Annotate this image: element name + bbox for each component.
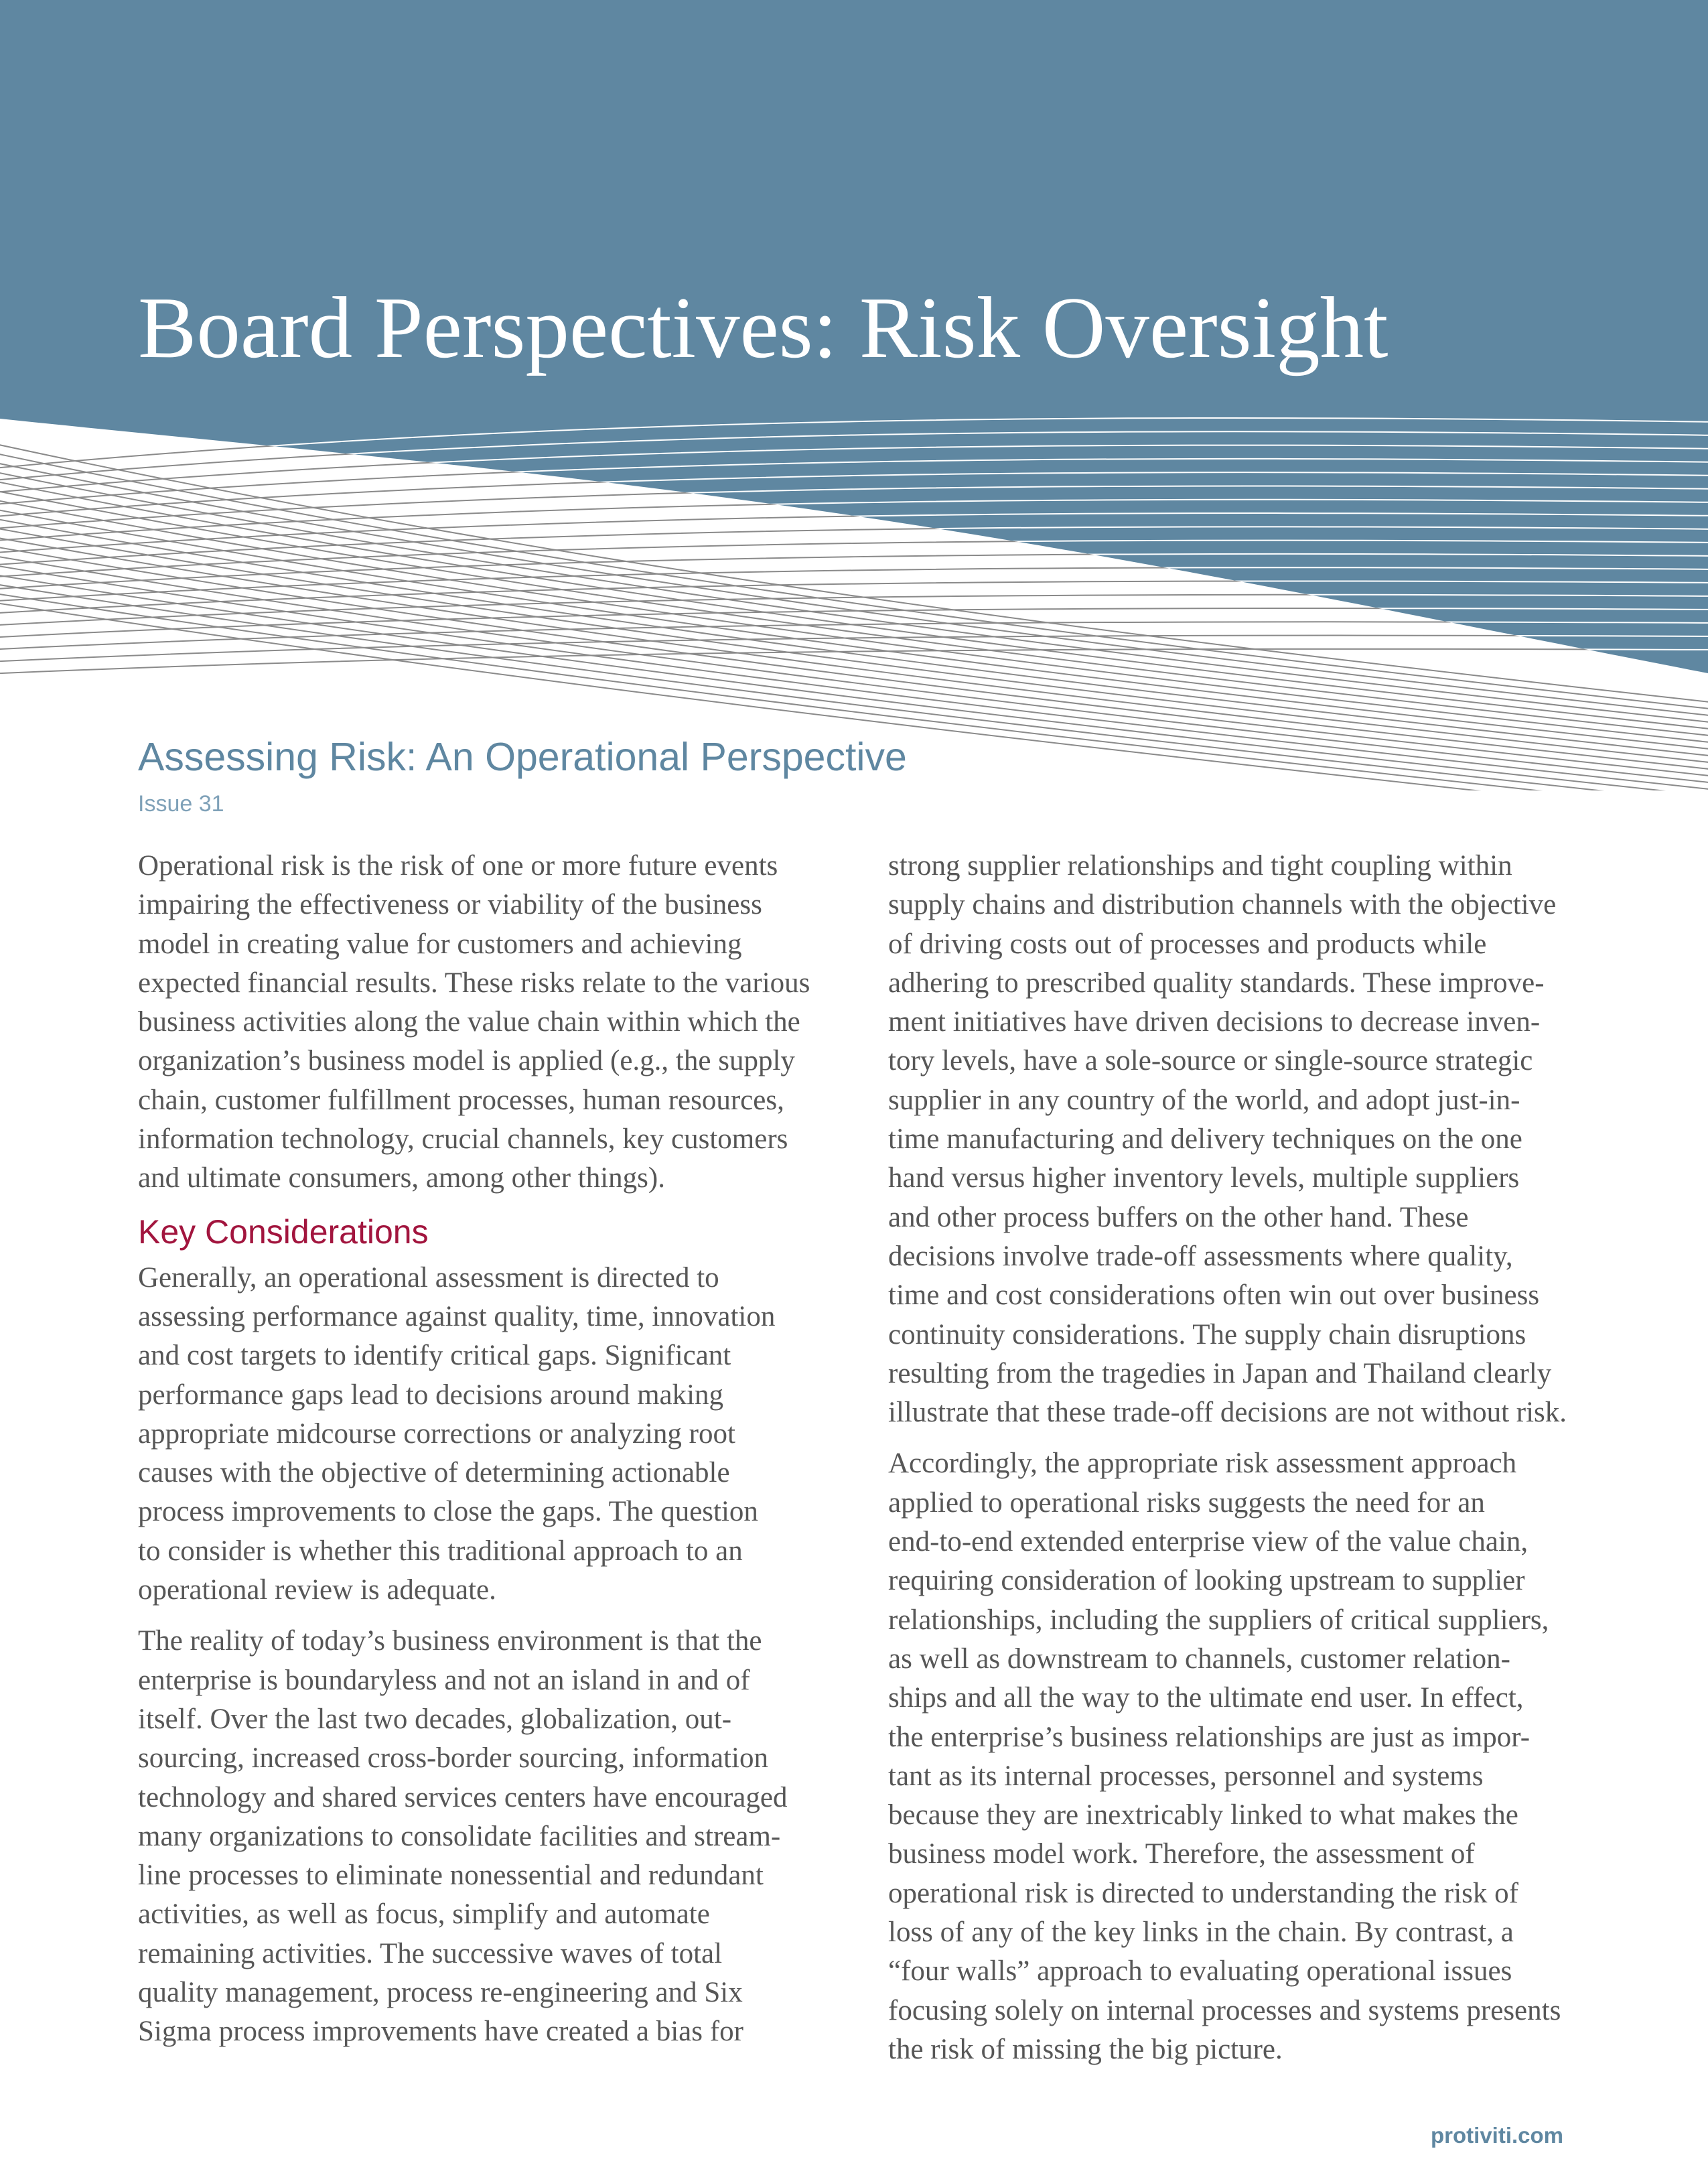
- text-line: strong supplier relationships and tight coupling within: [888, 850, 1512, 882]
- text-line: organization’s business model is applied (e.g., the supply: [138, 1045, 795, 1077]
- text-line: supply chains and distribution channels with the objective: [888, 889, 1557, 921]
- text-line: Generally, an operational assessment is directed to: [138, 1261, 719, 1294]
- text-line: The reality of today’s business environment is that the: [138, 1625, 762, 1657]
- text-line: activities, as well as focus, simplify and automate: [138, 1898, 710, 1931]
- text-line: remaining activities. The successive waves of total: [138, 1937, 723, 1969]
- text-line: adhering to prescribed quality standards. These improve-: [888, 967, 1545, 999]
- text-line: illustrate that these trade-off decisions are not without risk.: [888, 1397, 1567, 1429]
- text-line: and other process buffers on the other hand. These: [888, 1201, 1469, 1233]
- text-line: Accordingly, the appropriate risk assessment approach: [888, 1448, 1517, 1480]
- text-line: to consider is whether this traditional approach to an: [138, 1535, 743, 1567]
- text-line: process improvements to close the gaps. The question: [138, 1496, 758, 1528]
- left-column: [138, 847, 835, 2052]
- text-line: operational review is adequate.: [138, 1574, 496, 1606]
- text-line: hand versus higher inventory levels, multiple suppliers: [888, 1162, 1520, 1194]
- text-line: end-to-end extended enterprise view of the value chain,: [888, 1526, 1528, 1558]
- text-line: quality management, process re-engineering and Six: [138, 1977, 743, 2009]
- text-line: focusing solely on internal processes and systems presents: [888, 1994, 1561, 2026]
- header-banner: [0, 0, 1708, 790]
- text-line: time manufacturing and delivery techniques on the one: [888, 1123, 1522, 1156]
- text-line: appropriate midcourse corrections or analyzing root: [138, 1417, 735, 1450]
- text-line: supplier in any country of the world, and adopt just-in-: [888, 1084, 1520, 1116]
- publication-title: Board Perspectives: Risk Oversight: [138, 279, 1389, 376]
- text-line: Sigma process improvements have created a bias for: [138, 2016, 743, 2048]
- text-line: tory levels, have a sole-source or single-source strategic: [888, 1045, 1533, 1077]
- text-line: itself. Over the last two decades, globalization, out-: [138, 1703, 732, 1735]
- text-line: the enterprise’s business relationships are just as impor-: [888, 1721, 1531, 1753]
- text-line: many organizations to consolidate facilities and stream-: [138, 1820, 781, 1852]
- text-line: the risk of missing the big picture.: [888, 2033, 1283, 2065]
- text-line: ships and all the way to the ultimate end user. In effect,: [888, 1682, 1524, 1714]
- text-line: because they are inextricably linked to what makes the: [888, 1799, 1518, 1831]
- text-line: expected financial results. These risks relate to the various: [138, 967, 810, 999]
- text-line: information technology, crucial channels, key customers: [138, 1123, 788, 1156]
- text-line: line processes to eliminate nonessential and redundant: [138, 1860, 764, 1892]
- text-line: and cost targets to identify critical gaps. Significant: [138, 1340, 731, 1372]
- text-line: business activities along the value chain within which the: [138, 1006, 800, 1038]
- website-link[interactable]: protiviti.com: [1431, 2123, 1564, 2148]
- text-line: chain, customer fulfillment processes, human resources,: [138, 1084, 784, 1116]
- text-line: and ultimate consumers, among other things).: [138, 1162, 665, 1194]
- text-line: model in creating value for customers and achieving: [138, 928, 742, 960]
- text-line: sourcing, increased cross-border sourcing, information: [138, 1742, 768, 1774]
- text-line: operational risk is directed to understanding the risk of: [888, 1877, 1518, 1909]
- section-heading: Key Considerations: [138, 1212, 429, 1251]
- text-line: time and cost considerations often win out over business: [888, 1279, 1540, 1312]
- text-line: relationships, including the suppliers of critical suppliers,: [888, 1604, 1549, 1636]
- text-line: ment initiatives have driven decisions to decrease inven-: [888, 1006, 1541, 1038]
- text-line: performance gaps lead to decisions around making: [138, 1379, 724, 1411]
- text-line: continuity considerations. The supply chain disruptions: [888, 1318, 1526, 1350]
- text-line: assessing performance against quality, time, innovation: [138, 1300, 776, 1332]
- text-line: tant as its internal processes, personnel and systems: [888, 1760, 1484, 1792]
- right-column: [888, 847, 1585, 2069]
- text-line: loss of any of the key links in the chain. By contrast, a: [888, 1917, 1514, 1949]
- text-line: applied to operational risks suggests the need for an: [888, 1486, 1485, 1519]
- text-line: technology and shared services centers have encouraged: [138, 1781, 788, 1813]
- text-line: business model work. Therefore, the assessment of: [888, 1838, 1475, 1870]
- business-environment-paragraph: [138, 1622, 835, 2051]
- text-line: Operational risk is the risk of one or more future events: [138, 850, 778, 882]
- text-line: causes with the objective of determining actionable: [138, 1457, 730, 1489]
- key-considerations-paragraph: [138, 1259, 835, 1610]
- risk-assessment-paragraph: [888, 1444, 1585, 2069]
- supply-chain-paragraph: [888, 847, 1585, 1432]
- issue-number: Issue 31: [138, 791, 224, 817]
- text-line: “four walls” approach to evaluating operational issues: [888, 1955, 1512, 1988]
- text-line: impairing the effectiveness or viability of the business: [138, 889, 762, 921]
- text-line: as well as downstream to channels, customer relation-: [888, 1643, 1510, 1675]
- article-title: Assessing Risk: An Operational Perspective: [138, 735, 907, 779]
- text-line: decisions involve trade-off assessments where quality,: [888, 1240, 1513, 1272]
- text-line: enterprise is boundaryless and not an island in and of: [138, 1664, 750, 1696]
- text-line: of driving costs out of processes and products while: [888, 928, 1487, 960]
- intro-paragraph: [138, 847, 835, 1198]
- text-line: resulting from the tragedies in Japan and Thailand clearly: [888, 1357, 1552, 1389]
- text-line: requiring consideration of looking upstream to supplier: [888, 1565, 1525, 1597]
